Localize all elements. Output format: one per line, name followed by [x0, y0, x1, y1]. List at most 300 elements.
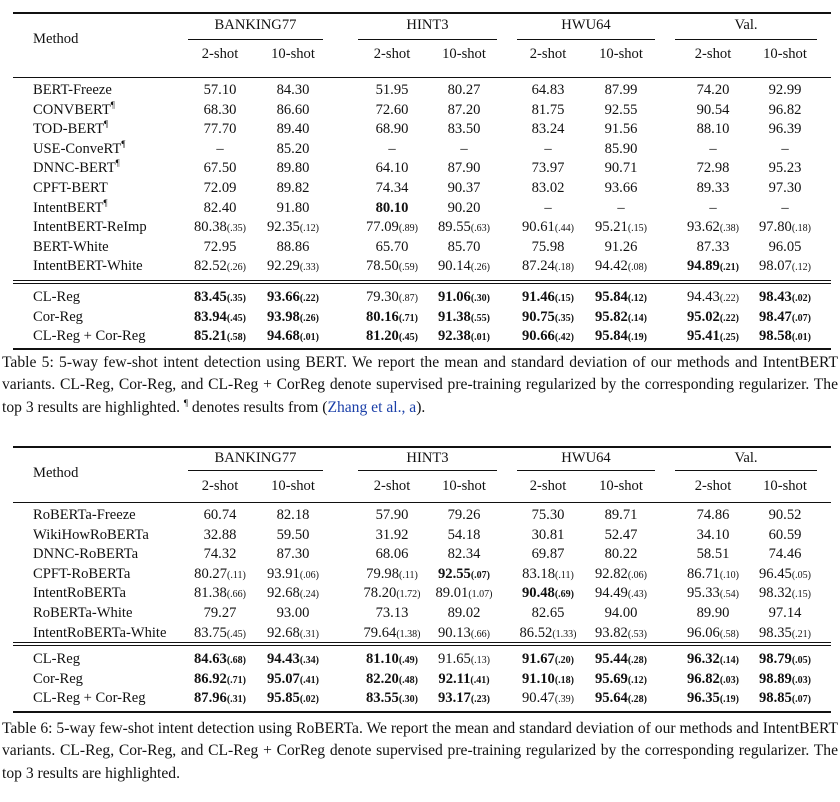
score-cell: [769, 179, 802, 198]
score-std: (.07): [470, 569, 491, 581]
score-std: (.15): [791, 589, 812, 601]
pilcrow-mark: ¶: [115, 158, 120, 169]
score-mean: 92.35: [266, 219, 300, 236]
dataset-label: Val.: [734, 450, 758, 466]
method-name: [33, 565, 130, 584]
score-std: (.89): [398, 223, 419, 235]
score-mean: –: [781, 199, 789, 216]
score-cell: [204, 120, 237, 139]
score-cell: [448, 101, 481, 120]
score-mean: 94.43: [266, 651, 300, 667]
score-std: (.87): [398, 293, 419, 304]
score-mean: 85.90: [604, 140, 638, 157]
score-mean: 97.80: [758, 219, 792, 236]
score-std: (.39): [554, 694, 575, 706]
score-cell: [204, 545, 237, 564]
score-cell: [532, 506, 565, 525]
score-cell: [448, 604, 481, 623]
score-cell: [448, 120, 481, 139]
score-cell: [544, 199, 551, 218]
score-std: (.45): [226, 628, 247, 640]
score-cell: [366, 327, 418, 346]
score-std: (.55): [470, 312, 491, 324]
score-cell: [438, 689, 490, 708]
score-mean: 90.13: [437, 624, 471, 641]
shot-label: 2-shot: [201, 46, 239, 62]
score-std: (.30): [470, 293, 491, 304]
score-cell: [277, 159, 310, 178]
score-std: (.44): [554, 223, 575, 235]
score-cell: [605, 238, 638, 257]
score-mean: 95.64: [594, 690, 628, 707]
score-std: (.19): [719, 694, 740, 706]
score-mean: 92.82: [594, 565, 628, 582]
score-mean: 98.58: [758, 328, 792, 345]
score-cell: [532, 81, 565, 100]
score-cell: [522, 565, 574, 584]
shot-label: 2-shot: [373, 46, 411, 62]
score-cell: [697, 526, 730, 545]
table-row: [13, 327, 831, 346]
score-mean: 92.11: [438, 670, 471, 687]
score-cell: [532, 179, 565, 198]
method-label: IntentBERT: [33, 199, 104, 216]
score-mean: 72.60: [375, 101, 409, 118]
dataset-label: BANKING77: [214, 450, 297, 466]
score-cell: [781, 199, 788, 218]
score-cell: [769, 81, 802, 100]
citation-link[interactable]: Zhang et al., a: [327, 398, 417, 416]
table-5-caption: Table 5: 5-way few-shot intent detection using BERT. We report the mean and standard deviation of our methods and IntentBERT variants. CL-Reg, Cor-Reg, and CL-Reg + CorReg denote supervised pre-training regularized by the corresponding regularizer. The top 3 results are highlighted. ¶ denotes results from (Zhang et al., a).: [2, 354, 838, 416]
score-mean: 59.50: [276, 526, 310, 543]
score-std: (.45): [398, 332, 419, 344]
score-mean: 95.82: [594, 308, 628, 325]
score-cell: [376, 159, 409, 178]
score-mean: 93.62: [686, 219, 720, 236]
score-mean: –: [709, 199, 717, 216]
score-mean: 82.40: [203, 199, 237, 216]
score-cell: [544, 140, 551, 159]
score-std: (.02): [791, 293, 812, 304]
score-cell: [366, 670, 418, 689]
score-mean: 77.09: [365, 219, 399, 236]
score-std: (.07): [791, 312, 812, 324]
score-cell: [204, 81, 237, 100]
score-mean: 97.30: [768, 180, 802, 196]
shot-label: 10-shot: [442, 46, 486, 62]
score-cell: [204, 604, 237, 623]
score-mean: 74.46: [768, 546, 802, 563]
score-mean: –: [460, 140, 468, 157]
score-mean: 32.88: [203, 526, 237, 543]
score-mean: 52.47: [604, 526, 638, 543]
score-mean: 93.82: [594, 624, 628, 641]
table-row: [13, 526, 831, 545]
score-cell: [769, 101, 802, 120]
score-cell: [595, 670, 647, 689]
score-cell: [522, 288, 574, 307]
score-std: (.03): [719, 674, 740, 686]
score-std: (.18): [791, 223, 812, 235]
score-cell: [277, 199, 310, 218]
score-mean: 58.51: [696, 546, 730, 563]
score-mean: 72.09: [203, 180, 237, 196]
table-5: [13, 12, 831, 345]
shot-header-row: [13, 477, 831, 496]
score-std: (.68): [226, 655, 247, 666]
score-mean: 94.42: [594, 258, 628, 275]
score-mean: 64.83: [531, 82, 565, 98]
score-cell: [438, 624, 490, 643]
score-cell: [448, 506, 481, 525]
score-std: (.59): [398, 262, 419, 274]
method-name: [33, 257, 143, 276]
score-cell: [267, 308, 319, 327]
dataset-underline: [517, 39, 655, 40]
score-cell: [448, 159, 481, 178]
score-mean: 84.30: [276, 82, 310, 98]
score-cell: [376, 506, 409, 525]
score-cell: [277, 120, 310, 139]
score-mean: 65.70: [375, 238, 409, 255]
score-mean: 73.97: [531, 160, 565, 177]
score-cell: [363, 584, 420, 603]
table-6: [13, 446, 831, 711]
score-std: (.33): [299, 262, 320, 274]
score-mean: 90.48: [521, 585, 555, 602]
table-row: [13, 140, 831, 159]
score-mean: 98.32: [758, 585, 792, 602]
dataset-label: Val.: [734, 17, 758, 33]
score-mean: 54.18: [447, 526, 481, 543]
pilcrow-mark: ¶: [110, 99, 115, 110]
score-mean: 80.38: [193, 219, 227, 236]
shot-label: 2-shot: [529, 46, 567, 62]
score-cell: [267, 288, 319, 307]
shot-label: 2-shot: [529, 478, 567, 494]
score-mean: 96.05: [768, 238, 802, 255]
score-cell: [605, 140, 638, 159]
shot-label: 10-shot: [599, 478, 643, 494]
method-label: DNNC-BERT: [33, 160, 116, 177]
score-cell: [204, 506, 237, 525]
method-name: [33, 526, 149, 545]
score-mean: 68.90: [375, 121, 409, 138]
score-cell: [595, 257, 647, 276]
pilcrow-mark: ¶: [104, 119, 109, 130]
score-std: (.01): [470, 332, 491, 344]
score-cell: [267, 584, 319, 603]
score-mean: 90.75: [521, 308, 555, 325]
score-mean: –: [617, 199, 625, 216]
score-mean: 79.30: [365, 289, 399, 305]
score-mean: 90.20: [447, 199, 481, 216]
table-row: [13, 584, 831, 603]
score-cell: [194, 624, 246, 643]
score-mean: 85.70: [447, 238, 481, 255]
score-cell: [204, 238, 237, 257]
score-mean: 92.68: [266, 624, 300, 641]
score-std: (.12): [299, 223, 320, 235]
score-cell: [697, 120, 730, 139]
score-cell: [605, 526, 638, 545]
score-cell: [687, 624, 739, 643]
score-mean: 94.49: [594, 585, 628, 602]
score-std: (.49): [398, 655, 419, 666]
score-std: (.38): [719, 223, 740, 235]
score-mean: 72.95: [203, 238, 237, 255]
score-mean: 81.38: [193, 585, 227, 602]
method-label: WikiHowRoBERTa: [33, 526, 149, 543]
score-mean: 86.52: [519, 624, 553, 641]
score-mean: 75.30: [531, 507, 565, 523]
score-mean: 88.10: [696, 121, 730, 138]
method-label: IntentBERT-White: [33, 258, 143, 275]
table-row: [13, 308, 831, 327]
dataset-underline: [517, 470, 655, 471]
score-std: (.43): [627, 589, 648, 601]
score-cell: [376, 179, 409, 198]
score-cell: [759, 565, 811, 584]
score-mean: 92.29: [266, 258, 300, 275]
score-cell: [697, 179, 730, 198]
score-cell: [460, 140, 467, 159]
score-std: (.34): [299, 655, 320, 666]
score-mean: 85.20: [276, 140, 310, 157]
score-cell: [267, 257, 319, 276]
score-cell: [687, 584, 739, 603]
score-std: (.14): [627, 312, 648, 324]
score-std: (.26): [226, 262, 247, 274]
score-std: (.48): [398, 674, 419, 686]
shot-label: 10-shot: [763, 478, 807, 494]
score-cell: [194, 308, 246, 327]
score-mean: 57.10: [203, 82, 237, 98]
score-cell: [366, 257, 418, 276]
score-std: (.13): [470, 655, 491, 666]
header-rule: [13, 502, 831, 503]
score-cell: [522, 650, 574, 669]
score-cell: [532, 159, 565, 178]
score-cell: [522, 308, 574, 327]
method-header: Method: [33, 465, 79, 481]
score-std: (.21): [791, 628, 812, 640]
method-name: [33, 199, 108, 218]
score-mean: 77.70: [203, 121, 237, 138]
score-cell: [522, 218, 574, 237]
score-mean: 93.91: [266, 565, 300, 582]
score-cell: [697, 545, 730, 564]
table-row: [13, 218, 831, 237]
mid-rule-2: [13, 283, 831, 284]
score-std: (1.07): [468, 589, 493, 601]
score-cell: [277, 140, 310, 159]
score-mean: 82.52: [193, 258, 227, 275]
score-mean: 83.02: [531, 180, 565, 196]
method-label: RoBERTa-Freeze: [33, 507, 136, 523]
score-cell: [697, 238, 730, 257]
score-mean: 83.50: [447, 121, 481, 138]
table-6-caption: Table 6: 5-way few-shot intent detection using RoBERTa. We report the mean and standard deviation of our methods and IntentBERT variants. CL-Reg, Cor-Reg, and CL-Reg + CorReg denote supervised pre-training regularized by the corresponding regularizer. The top 3 results are highlighted.: [2, 720, 838, 782]
score-std: (.08): [627, 262, 648, 274]
method-label: CONVBERT: [33, 101, 111, 118]
score-mean: 91.26: [604, 238, 638, 255]
score-std: (.01): [299, 332, 320, 344]
score-mean: 67.50: [203, 160, 237, 177]
method-name: [33, 650, 80, 669]
score-mean: 91.56: [604, 121, 638, 138]
score-std: (.66): [470, 628, 491, 640]
score-cell: [216, 140, 223, 159]
table-row: [13, 604, 831, 623]
score-mean: 80.22: [604, 546, 638, 563]
pilcrow-mark: ¶: [103, 197, 108, 208]
shot-label: 2-shot: [373, 478, 411, 494]
score-mean: 98.47: [758, 308, 792, 325]
score-mean: 78.20: [363, 585, 397, 602]
score-std: (.28): [627, 694, 648, 706]
score-mean: 79.27: [203, 605, 237, 621]
score-mean: 91.65: [437, 651, 471, 667]
score-mean: 89.02: [447, 605, 481, 621]
score-std: (.06): [299, 569, 320, 581]
score-std: (.12): [627, 293, 648, 304]
mid-rule: [13, 642, 831, 643]
score-mean: 96.35: [686, 690, 720, 707]
score-mean: 87.33: [696, 238, 730, 255]
table-row: [13, 120, 831, 139]
method-label: CL-Reg: [33, 289, 81, 305]
dataset-header: [13, 16, 831, 35]
score-std: (.66): [226, 589, 247, 601]
score-cell: [595, 650, 647, 669]
score-cell: [532, 120, 565, 139]
score-mean: 96.39: [768, 121, 802, 138]
score-mean: 86.92: [193, 670, 227, 687]
score-std: (.22): [299, 293, 320, 304]
score-mean: 83.94: [193, 308, 227, 325]
score-cell: [267, 670, 319, 689]
method-name: [33, 689, 146, 708]
score-mean: 80.27: [194, 565, 228, 582]
score-cell: [438, 670, 489, 689]
dataset-underline: [188, 39, 323, 40]
score-mean: 96.32: [686, 651, 720, 667]
score-mean: 95.85: [266, 690, 300, 707]
score-cell: [388, 140, 395, 159]
score-mean: 69.87: [531, 546, 565, 563]
score-std: (.12): [627, 674, 648, 686]
score-mean: 81.10: [365, 651, 399, 667]
score-cell: [697, 506, 730, 525]
score-cell: [595, 308, 647, 327]
method-label: IntentRoBERTa: [33, 585, 126, 602]
score-cell: [519, 624, 576, 643]
score-mean: 91.67: [521, 651, 555, 667]
dataset-label: BANKING77: [214, 17, 297, 33]
score-cell: [709, 199, 716, 218]
score-cell: [204, 199, 237, 218]
score-cell: [759, 584, 811, 603]
score-cell: [204, 526, 237, 545]
score-cell: [687, 327, 739, 346]
score-cell: [376, 101, 409, 120]
score-cell: [595, 565, 647, 584]
score-cell: [267, 650, 319, 669]
pilcrow-mark: ¶: [121, 138, 126, 149]
score-cell: [194, 218, 246, 237]
score-std: (.26): [299, 312, 320, 324]
score-std: (.71): [398, 312, 419, 324]
score-mean: 95.33: [686, 585, 720, 602]
score-mean: 92.99: [768, 82, 802, 98]
score-mean: 78.50: [365, 258, 399, 275]
score-std: (.54): [719, 589, 740, 601]
method-name: [33, 624, 166, 643]
score-mean: 68.30: [203, 101, 237, 118]
score-cell: [759, 670, 811, 689]
score-mean: 91.38: [437, 308, 471, 325]
method-label: RoBERTa-White: [33, 605, 133, 621]
score-std: (.28): [627, 655, 648, 666]
score-std: (.03): [791, 674, 812, 686]
score-cell: [194, 584, 246, 603]
score-std: (.06): [627, 569, 648, 581]
score-cell: [448, 238, 481, 257]
dataset-label: HINT3: [406, 450, 449, 466]
score-mean: 84.63: [193, 651, 227, 667]
score-cell: [204, 179, 237, 198]
table-row: [13, 101, 831, 120]
score-cell: [376, 545, 409, 564]
score-mean: 88.86: [276, 238, 310, 255]
score-cell: [277, 101, 310, 120]
score-mean: 87.99: [604, 82, 638, 98]
score-mean: 97.14: [768, 605, 802, 621]
score-cell: [448, 179, 481, 198]
table-row: [13, 238, 831, 257]
score-mean: 91.80: [276, 199, 310, 216]
score-cell: [605, 506, 638, 525]
score-mean: 92.55: [437, 565, 471, 582]
score-cell: [376, 199, 409, 218]
score-mean: 80.16: [365, 308, 399, 325]
score-cell: [605, 159, 638, 178]
dataset-label: HWU64: [561, 17, 611, 33]
score-std: (.45): [226, 312, 247, 324]
score-mean: 91.06: [437, 289, 471, 305]
score-cell: [366, 218, 418, 237]
score-cell: [277, 238, 310, 257]
score-cell: [605, 545, 638, 564]
score-std: (.11): [399, 569, 418, 581]
score-cell: [759, 257, 811, 276]
score-std: (1.72): [396, 589, 421, 601]
score-std: (.35): [226, 293, 247, 304]
table-row: [13, 545, 831, 564]
score-cell: [595, 327, 647, 346]
score-cell: [277, 526, 310, 545]
score-mean: 98.85: [758, 690, 792, 707]
score-mean: –: [216, 140, 224, 157]
score-mean: 87.90: [447, 160, 481, 177]
table-row: [13, 159, 831, 178]
method-name: [33, 101, 115, 120]
shot-label: 10-shot: [271, 478, 315, 494]
score-mean: 93.66: [604, 180, 638, 196]
score-mean: 95.41: [686, 328, 720, 345]
score-mean: 95.44: [594, 651, 628, 667]
